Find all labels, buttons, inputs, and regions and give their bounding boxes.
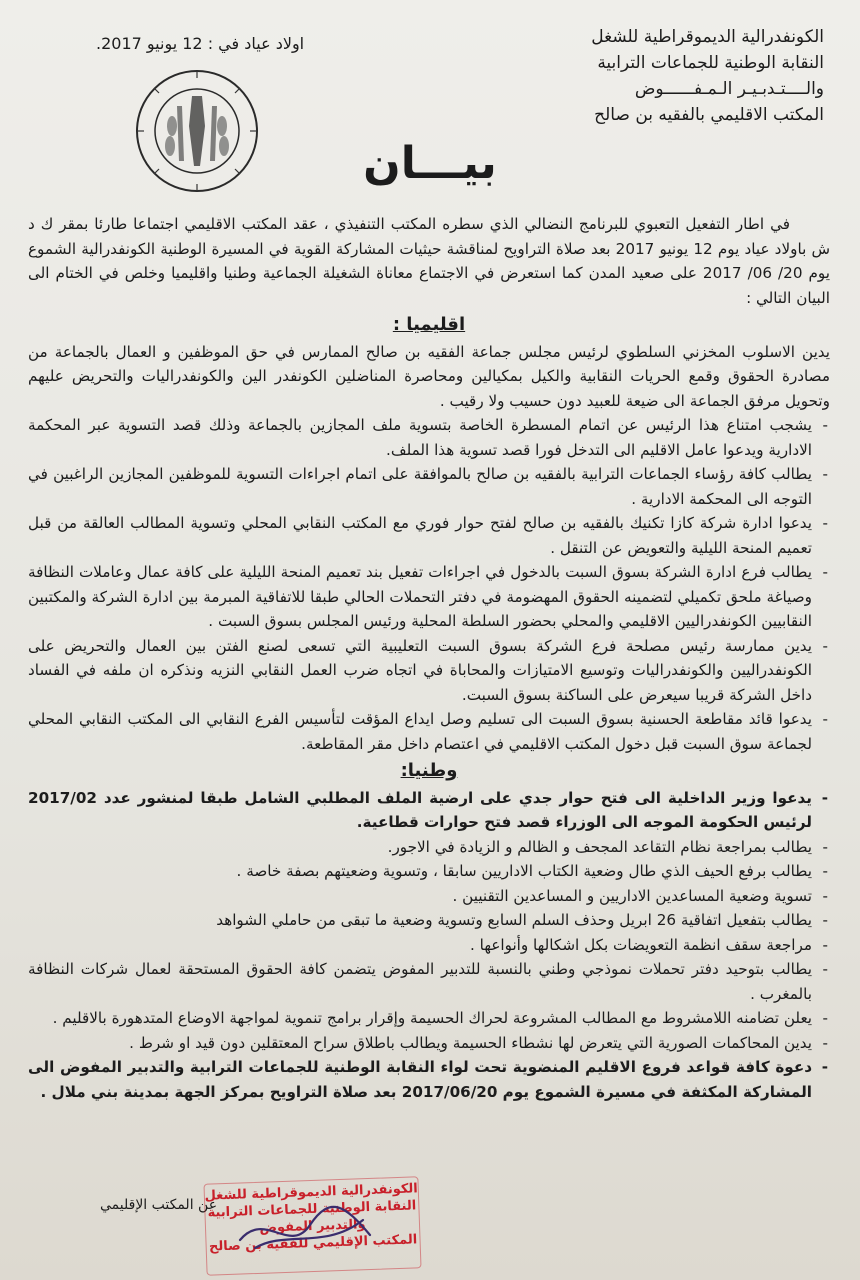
list-item: - يدعوا ادارة شركة كازا تكنيك بالفقيه بن صالح لفتح حوار فوري مع المكتب النقابي المحلي وتسوية المطالب العالقة من قبل تعميم المنحة الليلية والتعويض عن التنقل . — [28, 511, 830, 560]
list-item: - يطالب بتفعيل اتفاقية 26 ابريل وحذف السلم السابع وتسوية وضعية ما تبقى من حاملي الشواهد — [28, 908, 830, 933]
national-section-title: وطنيا: — [400, 760, 458, 781]
list-item: - يطالب برفع الحيف الذي طال وضعية الكتاب الاداريين سابقا ، وتسوية وضعيتهم بصفة خاصة . — [28, 859, 830, 884]
org-line-4: المكتب الاقليمي بالفقيه بن صالح — [594, 105, 824, 125]
org-line-1: الكونفدرالية الديموقراطية للشغل — [591, 27, 824, 47]
intro-paragraph: في اطار التفعيل التعبوي للبرنامج النضالي الذي سطره المكتب التنفيذي ، عقد المكتب الاقليمي اجتماعا طارئا بمقر ك د ش باولاد عياد يوم 12 يونيو 2017 بعد صلاة التراويح لمناقشة حيثيات المشاركة القوية في المسيرة الوطنية الكونفدرالية الشموع يوم 20/ 06/ 2017 على صعيد المدن كما استعرض في الاجتماع معاناة الشغيلة الجماعية وطنيا واقليميا وخلص في الختام الى البيان التالي : — [28, 215, 830, 307]
stamp-line: المكتب الإقليمي للفقيه بن صالح — [208, 1232, 418, 1255]
regional-section-title: اقليميا : — [392, 314, 466, 335]
list-item: - يدين ممارسة رئيس مصلحة فرع الشركة بسوق السبت التعليبية التي تسعى لصنع الفتن بين العمال والتحريض على الكونفدراليين والكونفدراليات وتوسيع الامتيازات والمحاباة في اتجاه ضرب العمل النقابي النزيه ونذكره ان ملفه في الفساد داخل الشركة قريبا سيعرض على الساكنة بسوق السبت. — [28, 634, 830, 708]
org-line-2: النقابة الوطنية للجماعات الترابية — [597, 53, 824, 73]
regional-list — [28, 413, 830, 756]
list-item: - يطالب بتوحيد دفتر تحملات نموذجي وطني بالنسبة للتدبير المفوض يتضمن كافة الحقوق المستحقة لعمال شركات النظافة بالمغرب . — [28, 957, 830, 1006]
stamp-line: الكونفدرالية الديموقراطية للشغل — [204, 1181, 419, 1204]
document-body — [28, 212, 830, 1104]
regional-paragraph: يدين الاسلوب المخزني السلطوي لرئيس مجلس جماعة الفقيه بن صالح الممارس في حق الموظفين و العمال بالجماعة من مصادرة الحقوق وقمع الحريات النقابية والكيل بمكيالين ومحاصرة المناضلين الكونفدر الين والكونفدراليات والتحريض عليهم وتحويل مرفق الجماعة الى ضيعة للعبيد دون حسيب ولا رقيب . — [28, 342, 830, 410]
signature-label: عن المكتب الإقليمي — [100, 1197, 218, 1213]
list-item: - تسوية وضعية المساعدين الاداريين و المساعدين التقنيين . — [28, 884, 830, 909]
list-item: - يدعوا قائد مقاطعة الحسنية بسوق السبت الى تسليم وصل ايداع المؤقت لتأسيس الفرع النقابي الى المكتب النقابي المحلي لجماعة سوق السبت قبل دخول المكتب الاقليمي في اعتصام داخل مقر المقاطعة. — [28, 707, 830, 756]
list-item: - يطالب فرع ادارة الشركة بسوق السبت بالدخول في اجراءات تفعيل بند تعميم المنحة الليلية على كافة عمال وعاملات النظافة وصياغة ملحق تكميلي لتضمينه الحقوق المهضومة في دفتر التحملات الحالي طبقا للاتفاقية المبرمة بين ادارة الشركة والمكتبين النقابيين الكونفدراليين الاقليمي والمحلي بحضور السلطة المحلية ورئيس المجلس بسوق السبت . — [28, 560, 830, 634]
stamp-line: النقابة الوطنية للجماعات الترابية — [207, 1198, 417, 1221]
call-to-march: - دعوة كافة قواعد فروع الاقليم المنضوية تحت لواء النقابة الوطنية للجماعات الترابية والتدبير المفوض الى المشاركة المكثفة في مسيرة الشموع يوم 2017/06/20 بعد صلاة التراويح بمركز الجهة بمدينة بني ملال . — [28, 1055, 830, 1104]
list-item: - يدعوا وزير الداخلية الى فتح حوار جدي على ارضية الملف المطلبي الشامل طبقا لمنشور عدد 2017/02 لرئيس الحكومة الموجه الى الوزراء قصد فتح حوارات قطاعية. — [28, 786, 830, 835]
list-item: - يطالب بمراجعة نظام التقاعد المجحف و الظالم و الزيادة في الاجور. — [28, 835, 830, 860]
place-and-date: اولاد عياد في : 12 يونيو 2017. — [96, 34, 305, 53]
list-item: - يدين المحاكمات الصورية التي يتعرض لها نشطاء الحسيمة ويطالب باطلاق سراح المعتقلين دون قيد او شرط . — [28, 1031, 830, 1056]
list-item: - مراجعة سقف انظمة التعويضات بكل اشكالها وأنواعها . — [28, 933, 830, 958]
document-title: بيـــان — [363, 138, 497, 189]
list-item: - يعلن تضامنه اللامشروط مع المطالب المشروعة لحراك الحسيمة وإقرار برامج تنموية لمواجهة الاوضاع المتدهورة بالاقليم . — [28, 1006, 830, 1031]
organization-header — [524, 24, 824, 128]
list-item: - يشجب امتناع هذا الرئيس عن اتمام المسطرة الخاصة بتسوية ملف المجازين بالجماعة وذلك قصد التسوية عبر المحكمة الادارية ويدعوا عامل الاقليم الى التدخل فورا قصد تسوية هذا الملف. — [28, 413, 830, 462]
list-item: - يطالب كافة رؤساء الجماعات الترابية بالفقيه بن صالح بالموافقة على اتمام اجراءات التسوية للموظفين المجازين الراغبين في التوجه الى المحكمة الادارية . — [28, 462, 830, 511]
org-line-3: والــــتـدبـيـر الـمـفــــــوض — [634, 79, 824, 99]
stamp-line: والتدبير المفوض — [259, 1217, 366, 1236]
national-list — [28, 786, 830, 1105]
handwritten-signature-icon — [235, 1200, 375, 1260]
